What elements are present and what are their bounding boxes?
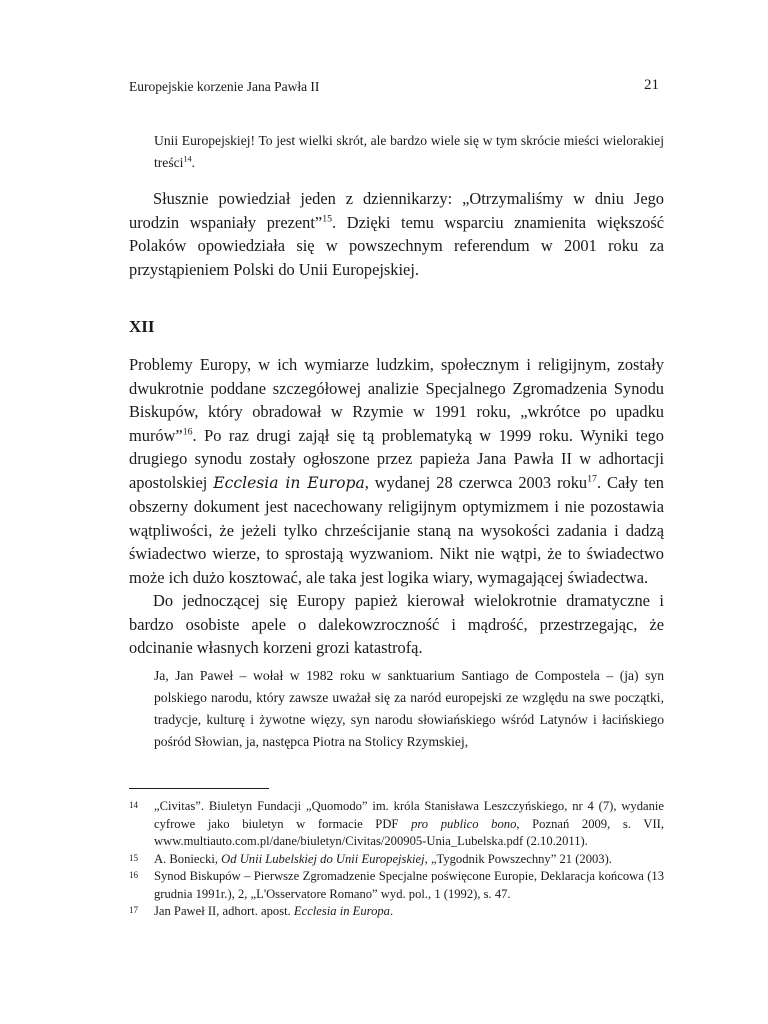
- footnote-number: 15: [129, 853, 138, 863]
- paragraph-referendum: [129, 187, 664, 281]
- footnote-text-a: Synod Biskupów – Pierwsze Zgromadzenie Specjalne poświęcone Europie, Deklaracja końcowa (13 grudnia 1991r.), 2, „L'Osservatore Romano” wyd. pol., 1 (1992), s. 47.: [154, 869, 664, 901]
- footnote-ref-14: 14: [183, 154, 192, 164]
- paragraph-text-cont: , wydanej 28 czerwca 2003 roku: [364, 472, 588, 492]
- footnote-text: [154, 868, 664, 903]
- footnote-italic: Ecclesia in Europa: [293, 904, 390, 918]
- block-quote-santiago: Ja, Jan Paweł – wołał w 1982 roku w sanktuarium Santiago de Compostela – (ja) syn polskiego narodu, który zawsze uważał się za naród europejski ze względu na swe początki, tradycje, kulturę i żywotne więzy, syn narodu słowiańskiego wśród Latynów i łacińskiego pośród Słowian, ja, następca Piotra na Stolicy Rzymskiej,: [154, 668, 664, 749]
- footnote-text-b: , Poznań 2009, s. VII, www.multiauto.com.pl/dane/biuletyn/Civitas/200905-Unia_Lubelska.pdf (2.10.2011).: [154, 816, 664, 849]
- paragraph-text: Problemy Europy, w ich wymiarze ludzkim, społecznym i religijnym, zostały dwukrotnie poddane szczegółowej analizie Specjalnego Zgromadzenia Synodu Biskupów, który obradował w Rzymie w 1991 roku, „wkrótce po upadku murów”: [129, 355, 664, 445]
- footnote-text-b: , „Tygodnik Powszechny” 21 (2003).: [424, 852, 612, 866]
- footnote-ref-15: 15: [322, 213, 333, 225]
- footnote-text: [154, 903, 664, 921]
- footnote-text-a: A. Boniecki,: [154, 852, 222, 866]
- footnote-number: 17: [129, 905, 138, 915]
- footnote-16: [129, 868, 664, 903]
- section-heading: XII: [129, 317, 155, 336]
- footnote-number: 14: [129, 800, 138, 810]
- footnote-14: [129, 798, 664, 851]
- paragraph-text-cont: . Dzięki temu wsparciu znamienita większość Polaków opowiedziała się w powszechnym referendum w 2001 roku za przystąpieniem Polski do Unii Europejskiej.: [129, 212, 664, 279]
- footnote-separator: [129, 788, 269, 789]
- footnote-ref-17: 17: [587, 473, 597, 485]
- paragraph-appeals: Do jednoczącej się Europy papież kierował wielokrotnie dramatyczne i bardzo osobiste apele o dalekowzroczność i mądrość, przestrzegając, że odcinanie własnych korzeni grozi katastrofą.: [129, 591, 664, 657]
- footnote-text: [154, 851, 664, 869]
- paragraph-text-cont: . Cały ten obszerny dokument jest nacechowany religijnym optymizmem i nie pozostawia wątpliwości, że jeżeli tylko chrześcijanie staną na wysokości zadania i dadzą świadectwo wierze, to sprostają wyzwaniom. Nikt nie wątpi, że to świadectwo może ich dużo kosztować, ale taka jest logika wiary, wymagającej świadectwa.: [129, 472, 664, 587]
- paragraph-synods: [129, 353, 664, 589]
- quote-text: Unii Europejskiej! To jest wielki skrót, ale bardzo wiele się w tym skrócie mieści wielorakiej treści: [154, 133, 664, 170]
- footnote-17: [129, 903, 664, 921]
- footnote-italic: pro publico bono: [411, 816, 517, 831]
- paragraph-text-cont: . Po raz drugi zajął się tą problematyką w 1999 roku. Wyniki tego drugiego synodu zostały ogłoszone przez papieża Jana Pawła II w adhortacji apostolskiej: [129, 425, 664, 492]
- block-quote-continuation: [154, 130, 664, 174]
- running-header: [129, 79, 659, 99]
- footnote-italic: Od Unii Lubelskiej do Unii Europejskiej: [221, 852, 425, 866]
- footnote-text-a: Jan Paweł II, adhort. apost.: [154, 904, 294, 918]
- footnote-text-a: „Civitas”. Biuletyn Fundacji „Quomodo” im. króla Stanisława Leszczyńskiego, nr 4 (7), wydanie cyfrowe jako biuletyn w formacie PDF: [154, 799, 664, 831]
- footnote-number: 16: [129, 870, 138, 880]
- footnote-15: [129, 851, 664, 869]
- document-title-italic: Ecclesia in Europa: [213, 473, 365, 492]
- footnote-text-b: .: [389, 904, 394, 918]
- footnote-ref-16: 16: [182, 426, 193, 438]
- quote-end: .: [191, 155, 196, 170]
- running-title: Europejskie korzenie Jana Pawła II: [129, 79, 320, 94]
- footnote-text: [154, 798, 664, 851]
- paragraph-text: Słusznie powiedział jeden z dziennikarzy: „Otrzymaliśmy w dniu Jego urodzin wspaniały prezent”: [129, 189, 664, 232]
- page-number: 21: [644, 77, 659, 93]
